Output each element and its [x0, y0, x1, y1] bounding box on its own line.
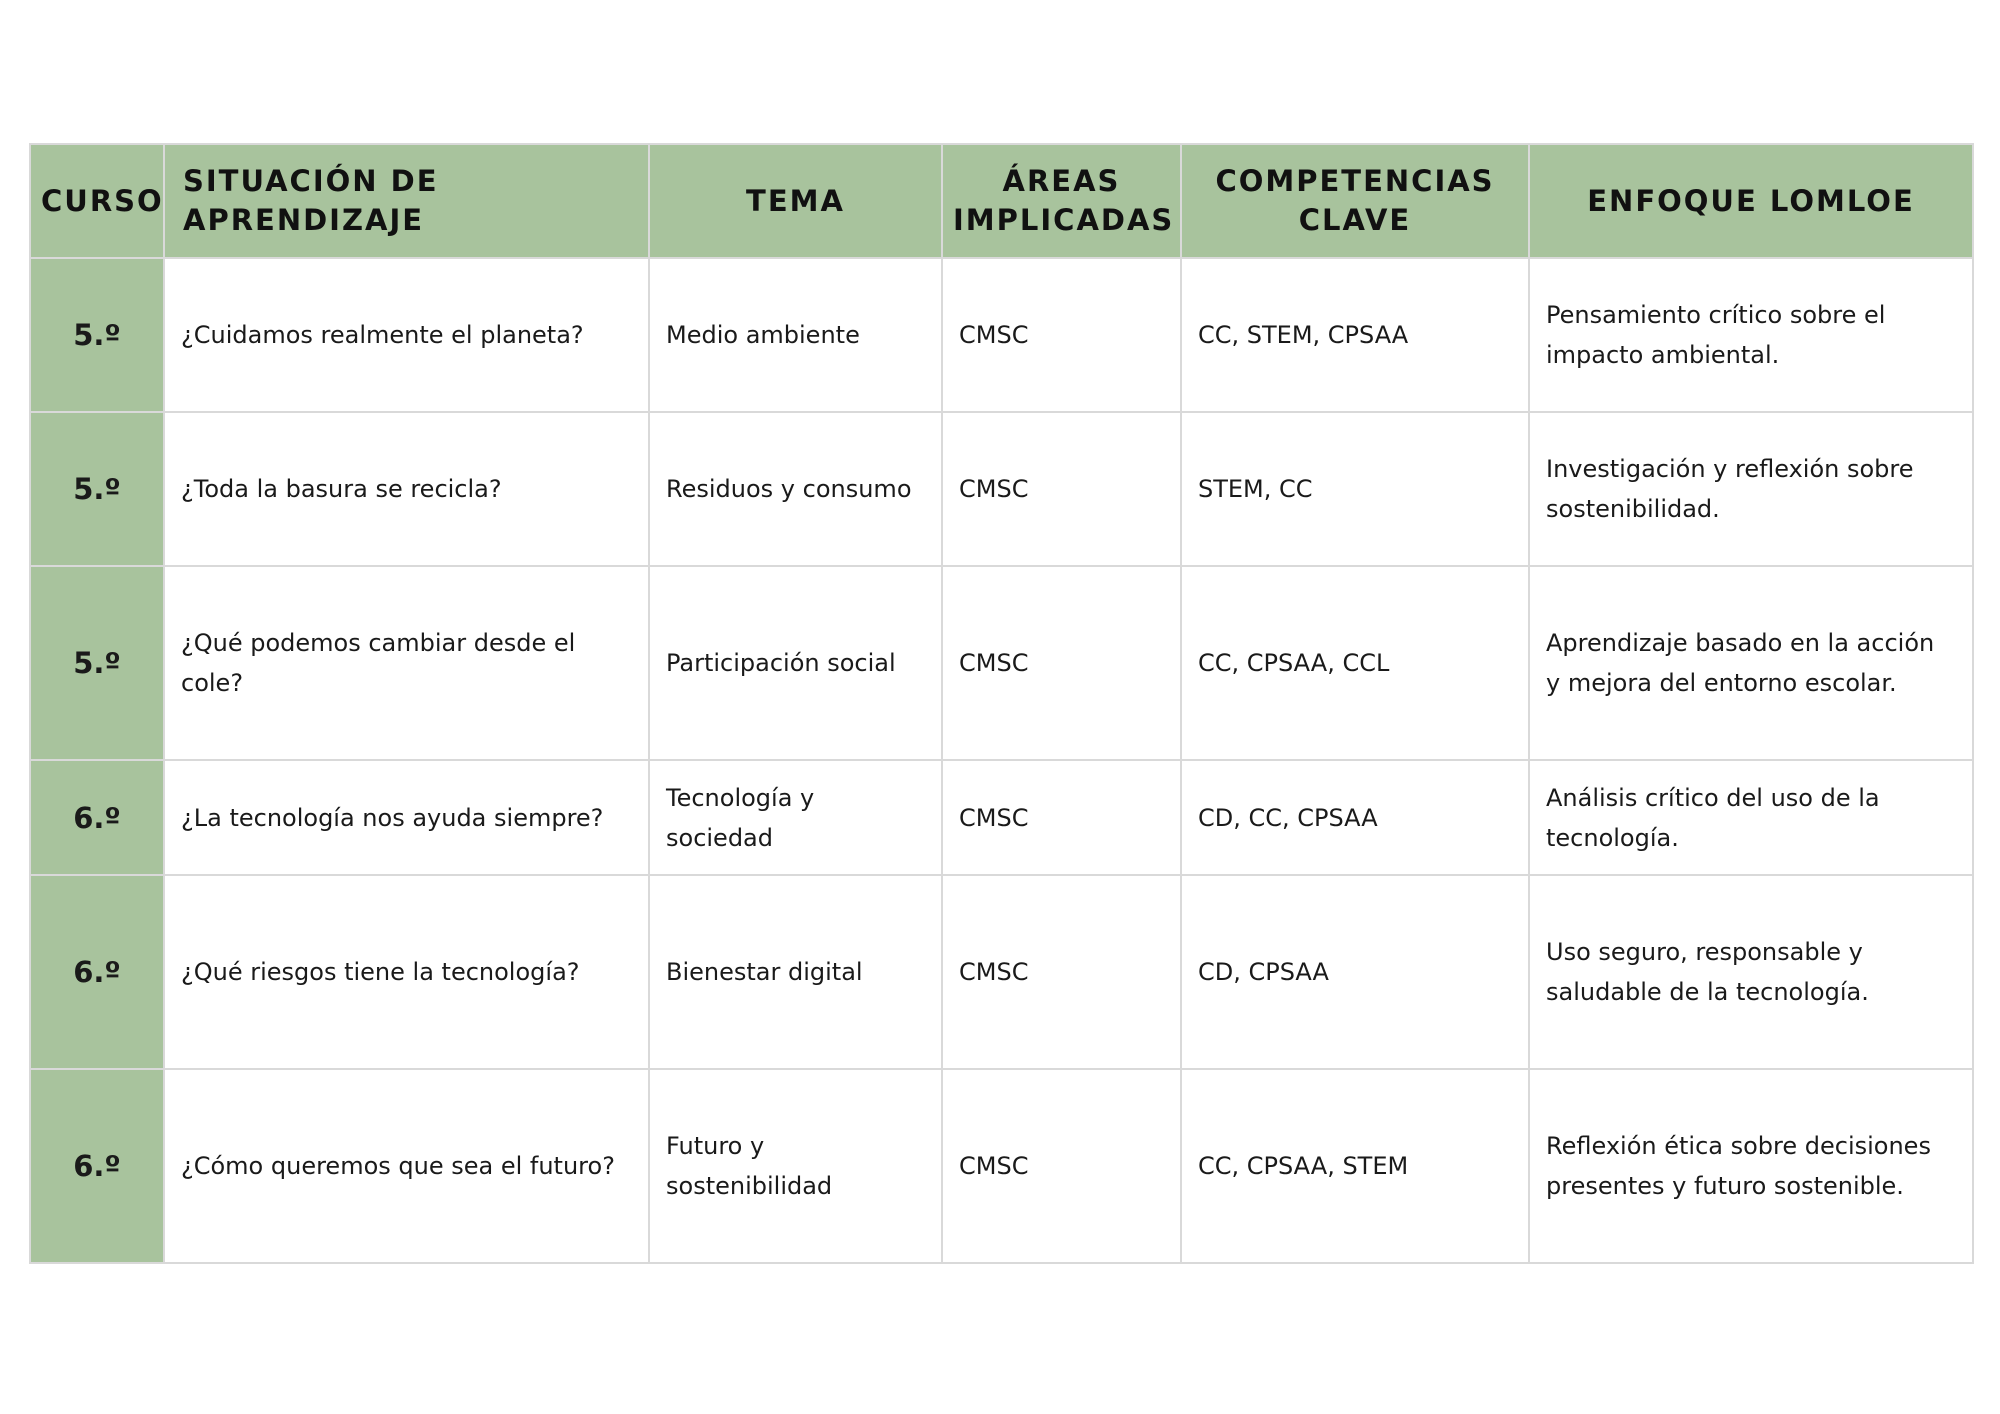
cell-enfoque: Reflexión ética sobre decisiones presentes y futuro sostenible.	[1529, 1069, 1973, 1263]
cell-situacion: ¿Cómo queremos que sea el futuro?	[164, 1069, 649, 1263]
cell-areas: CMSC	[942, 412, 1181, 566]
cell-tema: Participación social	[649, 566, 942, 760]
table-header	[30, 144, 1973, 258]
table-body	[30, 258, 1973, 1263]
cell-areas: CMSC	[942, 875, 1181, 1069]
cell-situacion: ¿La tecnología nos ayuda siempre?	[164, 760, 649, 875]
cell-curso: 6.º	[30, 1069, 164, 1263]
cell-competencias: CD, CPSAA	[1181, 875, 1529, 1069]
cell-curso: 5.º	[30, 566, 164, 760]
cell-enfoque: Investigación y reflexión sobre sostenibilidad.	[1529, 412, 1973, 566]
cell-enfoque: Pensamiento crítico sobre el impacto ambiental.	[1529, 258, 1973, 412]
cell-situacion: ¿Qué riesgos tiene la tecnología?	[164, 875, 649, 1069]
cell-tema: Tecnología y sociedad	[649, 760, 942, 875]
cell-tema: Medio ambiente	[649, 258, 942, 412]
header-tema: TEMA	[649, 144, 942, 258]
cell-curso: 5.º	[30, 258, 164, 412]
cell-tema: Futuro y sostenibilidad	[649, 1069, 942, 1263]
cell-areas: CMSC	[942, 760, 1181, 875]
cell-situacion: ¿Cuidamos realmente el planeta?	[164, 258, 649, 412]
header-enfoque: ENFOQUE LOMLOE	[1529, 144, 1973, 258]
cell-enfoque: Análisis crítico del uso de la tecnología.	[1529, 760, 1973, 875]
cell-curso: 5.º	[30, 412, 164, 566]
cell-competencias: CC, CPSAA, STEM	[1181, 1069, 1529, 1263]
cell-tema: Residuos y consumo	[649, 412, 942, 566]
header-row	[30, 144, 1973, 258]
learning-situations-table	[29, 143, 1974, 1264]
cell-enfoque: Aprendizaje basado en la acción y mejora del entorno escolar.	[1529, 566, 1973, 760]
cell-situacion: ¿Qué podemos cambiar desde el cole?	[164, 566, 649, 760]
header-areas: ÁREAS IMPLICADAS	[942, 144, 1181, 258]
cell-competencias: CC, CPSAA, CCL	[1181, 566, 1529, 760]
header-curso: CURSO	[30, 144, 164, 258]
cell-tema: Bienestar digital	[649, 875, 942, 1069]
table-row	[30, 875, 1973, 1069]
cell-competencias: STEM, CC	[1181, 412, 1529, 566]
table-row	[30, 258, 1973, 412]
table-row	[30, 1069, 1973, 1263]
cell-enfoque: Uso seguro, responsable y saludable de la tecnología.	[1529, 875, 1973, 1069]
header-competencias: COMPETENCIAS CLAVE	[1181, 144, 1529, 258]
cell-competencias: CD, CC, CPSAA	[1181, 760, 1529, 875]
cell-curso: 6.º	[30, 875, 164, 1069]
cell-areas: CMSC	[942, 258, 1181, 412]
table-row	[30, 566, 1973, 760]
cell-curso: 6.º	[30, 760, 164, 875]
cell-areas: CMSC	[942, 1069, 1181, 1263]
table-row	[30, 412, 1973, 566]
cell-competencias: CC, STEM, CPSAA	[1181, 258, 1529, 412]
cell-areas: CMSC	[942, 566, 1181, 760]
header-situacion: SITUACIÓN DE APRENDIZAJE	[164, 144, 649, 258]
table-row	[30, 760, 1973, 875]
cell-situacion: ¿Toda la basura se recicla?	[164, 412, 649, 566]
